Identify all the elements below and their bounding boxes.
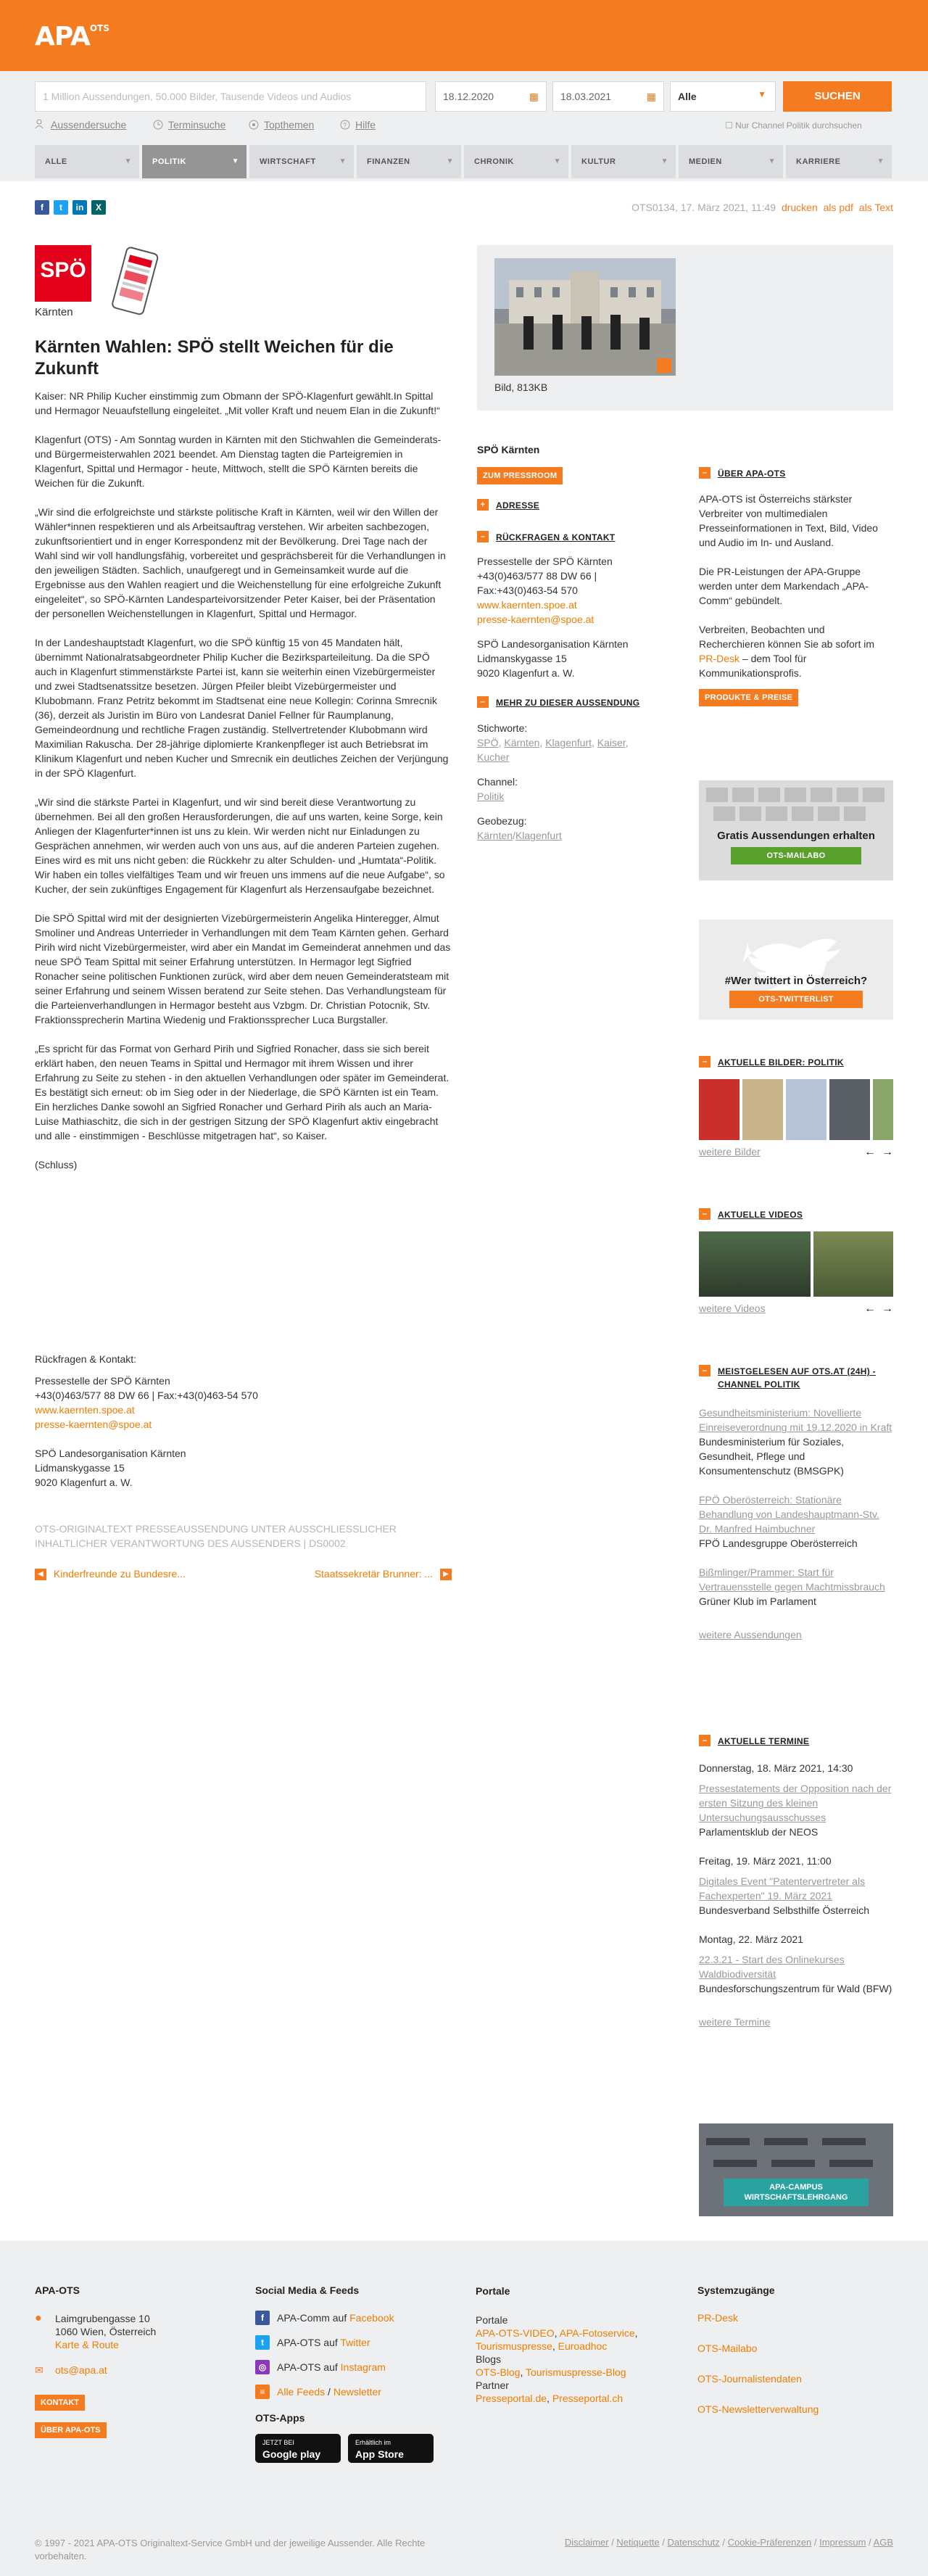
arrow-right-icon[interactable]: ▶ [440,1569,452,1580]
prev-article-link[interactable]: Kinderfreunde zu Bundesre... [53,1568,186,1580]
footer-heading: Social Media & Feeds [255,2284,360,2296]
issuer-search-link[interactable]: Aussendersuche [35,119,126,131]
spo-logo-subtitle: Kärnten [35,306,73,318]
current-videos [699,1210,893,1317]
blogs-label: Blogs [476,2353,502,2365]
issuer-info: SPÖ Kärnten ZUM PRESSROOM + ADRESSE – RÜCKFRAGEN & KONTAKT Pressestelle der SPÖ Kärnten +43(0)463/577 88 DW 66 | Fax:+43(0)463-54 570 www.kaernten.spoe.at presse-kaernten@spoe.at SPÖ Landesorganisation Kärnten Lidmanskygasse 15 9020 Klagenfurt a. W. – MEHR ZU DIESER AUSSENDUNG Stichworte: SPÖ, Kärnten, Klagenfurt, Kaiser, Kucher Channel: Politik Geobezug: Kärnten/Klagenfurt [477,444,666,843]
footer-col-social: Social Media & Feeds f APA-Comm auf Facebook t APA-OTS auf Twitter ◎ APA-OTS auf Instagram ≡ Alle Feeds / Newsletter OTS-Apps JETZT BEI Google play Erhältlich im App Store [255,2284,458,2463]
event-link[interactable]: 22.3.21 - Start des Onlinekurses Waldbiodiversität [699,1954,845,1980]
svg-text:?: ? [343,122,347,129]
press-image[interactable] [494,258,676,376]
issuer-name: SPÖ Kärnten [477,444,540,455]
minus-icon: – [699,1735,710,1746]
date-to-input[interactable]: 18.03.2021 ▦ [552,81,664,112]
article-body [35,432,452,1186]
video-thumb[interactable] [813,1231,893,1297]
article-paragraph: Die SPÖ Spittal wird mit der designierten Vizebürgermeisterin Angelika Hinteregger, Almut Smoliner und Andreas Unterrieder in Verhandlungen mit dem Team Kärnten gehen. Gerhard Pirih wird nicht Vizebürgermeister, wird aber ein Mandat im Gemeinderat annehmen und das neue SPÖ Team Spittal mit seiner Erfahrung unterstützen. In Hermagor legt Sigfried Ronacher seine politischen Funktionen zurück, wird aber dem neuen Gemeinderatsteam mit seiner Erfahrung und seinem Wissen beratend zur Seite stehen. Das Verhandlungsteam für die Parteienverhandlungen in Hermagor besteht aus Vzbgm. Dr. Christian Potocnik, Stv. Fraktionssprecherin Martina Wiedenig und Fraktionssprecher Luca Burgstaller. [35,912,451,1025]
search-bar [0,71,928,145]
xing-icon[interactable]: X [91,200,106,215]
geo-link[interactable]: Klagenfurt [515,830,562,841]
legal-link[interactable]: Cookie-Präferenzen [727,2537,812,2548]
twitter-icon: t [255,2335,270,2350]
about-text: APA-OTS ist Österreichs stärkster Verbreiter von multimedialen Presseinformationen in Text, Bild, Video und Audio im In- und Ausland. [699,493,878,548]
copyright: © 1997 - 2021 APA-OTS Originaltext-Service GmbH und der jeweilige Aussender. Alle Rechte vorbehalten. [35,2538,426,2561]
legal-links: Disclaimer / Netiquette / Datenschutz / Cookie-Präferenzen / Impressum / AGB [564,2537,893,2548]
arrow-left-icon[interactable]: ← [864,1146,876,1158]
footer-heading: Systemzugänge [697,2284,775,2296]
issuer-contact-line: Pressestelle der SPÖ Kärnten [477,556,613,567]
partner-link[interactable]: Presseportal.de [476,2393,547,2404]
news-image-thumb[interactable] [873,1079,893,1140]
minus-icon: – [699,1365,710,1376]
keyword-link[interactable]: Kaiser [597,737,626,748]
footer-heading: Portale [476,2285,510,2297]
keywords-list: SPÖ, Kärnten, Klagenfurt, Kaiser, Kucher [477,737,629,763]
minus-icon: – [699,467,710,479]
nav-item-medien[interactable]: MEDIEN ▼ [679,145,784,178]
channel-nav [0,145,928,181]
portal-link[interactable]: APA-Fotoservice [559,2327,635,2339]
contact-button[interactable]: KONTAKT [35,2395,85,2411]
campus-promo[interactable] [699,2123,893,2216]
portal-link[interactable]: Euroadhoc [558,2340,608,2352]
portal-link[interactable]: APA-OTS-VIDEO [476,2327,555,2339]
about-button[interactable]: ÜBER APA-OTS [35,2422,107,2438]
help-icon [339,119,351,131]
event-search-link[interactable]: Terminsuche [152,119,225,131]
footer-col-portals: Portale Portale APA-OTS-VIDEO, APA-Fotoservice, Tourismuspresse, Euroadhoc Blogs OTS-Blog, Tourismuspresse-Blog Partner Presseportal.de, Presseportal.ch [476,2284,671,2405]
keyword-link[interactable]: Kucher [477,751,510,763]
event-date: Montag, 22. März 2021 [699,1933,803,1945]
chevron-down-icon: ▼ [877,157,884,165]
footer-address-line: Laimgrubengasse 10 [55,2313,150,2324]
footer-heading: APA-OTS [35,2284,80,2296]
footer-heading: OTS-Apps [255,2412,305,2424]
nav-item-alle[interactable]: ALLE ▼ [35,145,141,178]
news-image-thumb[interactable] [742,1079,783,1140]
more-pictures-link[interactable]: weitere Bilder [699,1146,761,1157]
facebook-icon[interactable]: f [35,200,49,215]
press-photo-icon [494,258,676,376]
print-link[interactable]: drucken [781,202,818,213]
article-paragraph: (Schluss) [35,1159,78,1171]
nav-item-politik[interactable]: POLITIK ▼ [142,145,248,178]
event-item [699,1854,893,1917]
more-releases-link[interactable]: weitere Aussendungen [699,1629,802,1640]
chevron-down-icon: ▼ [768,157,776,165]
app-phone-image [103,245,165,318]
campus-button[interactable]: APA-CAMPUS WIRTSCHAFTSLEHRGANG [724,2179,869,2206]
twitter-list-button[interactable]: OTS-TWITTERLIST [729,991,862,1008]
contact-mail-link[interactable]: presse-kaernten@spoe.at [35,1419,152,1430]
google-play-badge[interactable]: JETZT BEI Google play [255,2434,341,2463]
minus-icon: – [477,531,489,542]
newsletter-link[interactable]: Newsletter [333,2386,381,2398]
blog-link[interactable]: Tourismuspresse-Blog [526,2366,626,2378]
current-pictures [699,1057,893,1160]
contact-line: Pressestelle der SPÖ Kärnten [35,1375,170,1387]
geo-link[interactable]: Kärnten [477,830,513,841]
chevron-down-icon: ▼ [124,157,132,165]
footer-address-line: 1060 Wien, Österreich [55,2326,157,2337]
issuer-contact-line: Fax:+43(0)463-54 570 [477,585,578,596]
site-header [0,0,928,71]
location-pin-icon: ● [35,2312,42,2324]
event-org: Parlamentsklub der NEOS [699,1826,819,1838]
system-link[interactable]: OTS-Newsletterverwaltung [697,2403,819,2415]
map-link[interactable]: Karte & Route [55,2339,119,2350]
address-toggle[interactable]: + ADRESSE [477,500,666,511]
portal-link[interactable]: Tourismuspresse [476,2340,552,2352]
minus-icon: – [699,1208,710,1220]
keyword-link[interactable]: Kärnten [504,737,540,748]
most-read-source: FPÖ Landesgruppe Oberösterreich [699,1537,858,1549]
nav-item-kultur[interactable]: KULTUR ▼ [571,145,677,178]
date-from-input[interactable]: 18.12.2020 ▦ [435,81,547,112]
target-icon [248,119,260,131]
news-image-thumb[interactable] [829,1079,870,1140]
most-read-source: Bundesministerium für Soziales, Gesundheit, Pflege und Konsumentenschutz (BMSGPK) [699,1436,844,1477]
site-footer [0,2241,928,2576]
about-toggle[interactable]: – ÜBER APA-OTS [699,468,893,479]
partner-link[interactable]: Presseportal.ch [552,2393,624,2404]
help-link[interactable]: ? Hilfe [339,119,376,131]
most-read-link[interactable]: Gesundheitsministerium: Novellierte Einreiseverordnung mit 19.12.2020 in Kraft [699,1407,892,1433]
app-store-badge[interactable]: Erhältlich im App Store [348,2434,434,2463]
image-box [477,245,893,410]
current-events [699,1736,893,2029]
plus-icon: + [477,499,489,511]
issuer-contact-line: +43(0)463/577 88 DW 66 | [477,570,597,582]
events-toggle[interactable]: – AKTUELLE TERMINE [699,1736,893,1746]
pr-desk-link[interactable]: PR-Desk [699,653,740,664]
search-input[interactable]: 1 Million Aussendungen, 50.000 Bilder, Tausende Videos und Audios [35,81,426,112]
contact-address-line: 9020 Klagenfurt a. W. [35,1477,133,1488]
search-submit-button[interactable]: SUCHEN [783,81,892,112]
most-read-source: Grüner Klub im Parlament [699,1595,816,1607]
videos-toggle[interactable]: – AKTUELLE VIDEOS [699,1210,893,1220]
next-article-link[interactable]: Staatssekretär Brunner: ... [314,1568,434,1580]
contact-line: +43(0)463/577 88 DW 66 | Fax:+43(0)463-54 570 [35,1390,258,1401]
geo-label: Geobezug: [477,815,527,827]
mailabo-title: Gratis Aussendungen erhalten [717,830,875,842]
most-read-toggle[interactable]: – MEISTGELESEN AUF OTS.AT (24H) - CHANNEL POLITIK [699,1365,893,1391]
event-date: Donnerstag, 18. März 2021, 14:30 [699,1762,853,1774]
footer-col-apa [35,2284,223,2438]
linkedin-icon[interactable]: in [72,200,87,215]
article-paragraph: „Es spricht für das Format von Gerhard Pirih und Sigfried Ronacher, dass sie sich bereit erklärt haben, den neuen Teams in Spittal und Hermagor mit ihrem Wissen und ihrer Erfahrung zu Seite zu stehen - in den aktuellen Verhandlungen oder später im Gemeinderat. Es bestätigt sich erneut: ob im Sieg oder in der Niederlage, die SPÖ Kärnten ist ein Team. Ein herzliches Danke sowohl an Sigfried Ronacher und Gerhard Pirih als auch an Maria-Luise Mathiaschitz, die sich in der gestrigen Sitzung der SPÖ Klagenfurt aktiv eingebracht und alle - einstimmigen - Beschlüsse mitgetragen hat“, so Kaiser. [35,1043,450,1142]
issuer-address-line: 9020 Klagenfurt a. W. [477,667,575,679]
about-text: Verbreiten, Beobachten und Recherchieren können Sie ab sofort im PR-Desk – dem Tool für Kommunikationsprofis. [699,624,875,679]
keywords-label: Stichworte: [477,722,528,734]
article-pager [35,1568,452,1580]
event-item [699,1761,893,1839]
keyword-link[interactable]: Klagenfurt [545,737,592,748]
chevron-down-icon: ▼ [553,157,561,165]
keyword-link[interactable]: SPÖ [477,737,499,748]
event-org: Bundesverband Selbsthilfe Österreich [699,1904,870,1916]
channel-label: Channel: [477,776,518,788]
event-item [699,1932,893,1996]
facebook-link[interactable]: Facebook [349,2312,394,2324]
more-toggle[interactable]: – MEHR ZU DIESER AUSSENDUNG [477,698,666,708]
pressroom-button[interactable]: ZUM PRESSROOM [477,467,563,484]
system-link[interactable]: OTS-Journalistendaten [697,2373,802,2385]
chevron-down-icon: ▼ [660,157,668,165]
event-org: Bundesforschungszentrum für Wald (BFW) [699,1983,892,1994]
spo-logo: SPÖ [35,245,91,302]
twitter-promo[interactable] [699,920,893,1020]
event-link[interactable]: Digitales Event "Patentervertreter als Fachexperten" 19. März 2021 [699,1875,866,1902]
text-link[interactable]: als Text [858,202,893,213]
channel-link[interactable]: Politik [477,790,505,802]
news-image-thumb[interactable] [699,1079,740,1140]
calendar-icon[interactable]: ▦ [646,91,656,102]
nav-item-karriere[interactable]: KARRIERE ▼ [786,145,893,178]
products-button[interactable]: PRODUKTE & PREISE [699,689,798,706]
minus-icon: – [477,696,489,708]
about-text: Die PR-Leistungen der APA-Gruppe werden unter dem Markendach „APA-Comm“ gebündelt. [699,566,869,606]
blog-link[interactable]: OTS-Blog [476,2366,521,2378]
nav-item-finanzen[interactable]: FINANZEN ▼ [357,145,463,178]
news-image-thumb[interactable] [786,1079,826,1140]
contact-address-line: Lidmanskygasse 15 [35,1462,125,1474]
top-topics-link[interactable]: Topthemen [248,119,314,131]
instagram-icon: ◎ [255,2360,270,2374]
calendar-icon[interactable]: ▦ [529,91,539,102]
system-link[interactable]: PR-Desk [697,2312,739,2324]
article-paragraph: „Wir sind die stärkste Partei in Klagenfurt, und wir sind bereit diese Verantwortung zu übernehmen. Bei all den großen Herausforderungen, die auf uns warten, keine Sorge, kein Anliegen der Klagenfurter*innen ist uns zu klein. Wir werden nicht nur Einladungen zu Gesprächen annehmen, wir werden auch von uns aus, auf die anderen Parteien zugehen. Eines wird es mit uns nicht geben: die Rückkehr zu alter Schulden- und „Humtata“-Politik. Wir haben ein tolles vielfältiges Team und wir freuen uns immens auf die neue Aufgabe“, so Kucher, der sein zukünftiges Engagement für Klagenfurt als Herzensaufgabe bezeichnet. [35,796,445,895]
chevron-down-icon: ▼ [231,157,239,165]
chevron-down-icon: ▼ [758,89,766,99]
category-select[interactable]: Alle ▼ [670,81,776,112]
portals-label: Portale [476,2314,508,2326]
legal-link[interactable]: Impressum [819,2537,866,2548]
minus-icon: – [699,1056,710,1068]
chevron-down-icon: ▼ [339,157,347,165]
image-caption: Bild, 813KB [494,381,548,393]
issuer-address-line: Lidmanskygasse 15 [477,653,567,664]
share-bar [35,200,110,215]
video-thumb[interactable] [699,1231,811,1297]
arrow-right-icon[interactable]: → [882,1303,893,1315]
ots-disclaimer: OTS-ORIGINALTEXT PRESSEAUSSENDUNG UNTER AUSSCHLIESSLICHER INHALTLICHER VERANTWORTUNG DES AUSSENDERS | DS0002 [35,1523,397,1549]
contact-heading: Rückfragen & Kontakt: [35,1353,137,1365]
issuer-web-link[interactable]: www.kaernten.spoe.at [477,599,577,611]
mailabo-button[interactable]: OTS-MAILABO [731,847,862,864]
article-title: Kärnten Wahlen: SPÖ stellt Weichen für die Zukunft [35,337,394,379]
ots-meta [631,202,893,213]
arrow-left-icon[interactable]: ← [864,1303,876,1315]
issuer-mail-link[interactable]: presse-kaernten@spoe.at [477,614,594,625]
clock-icon [152,119,164,131]
rss-icon: ≡ [255,2385,270,2399]
partner-label: Partner [476,2379,509,2391]
ots-id: OTS0134, 17. März 2021, 11:49 [631,202,776,213]
event-date: Freitag, 19. März 2021, 11:00 [699,1855,832,1867]
twitter-link[interactable]: Twitter [340,2337,370,2348]
contact-web-link[interactable]: www.kaernten.spoe.at [35,1404,135,1416]
more-events-link[interactable]: weitere Termine [699,2016,771,2028]
article-paragraph: „Wir sind die erfolgreichste und stärkste politische Kraft in Kärnten, weil wir den Willen der Wähler*innen respektieren und als Arbeitsauftrag verstehen. Wir arbeiten sachbezogen, zukunftsorientiert und in enger Korrespondenz mit der Bevölkerung. Drei Tage nach der Wahl sind wir voll handlungsfähig, vorbereitet und gesprächsbereit für die Verhandlungen in den jeweiligen Städten. Sachlich, unaufgeregt und in Gemeinsamkeit wurde auf die Ergebnisse aus den Wahlen reagiert und die Weichenstellung für eine erfolgreiche Zukunft eingeleitet“, so SPÖ-Kärnten Landesparteivorsitzender Peter Kaiser, bei der Präsentation der personellen Weichenstellungen in Klagenfurt, Spittal und Hermagor. [35,506,446,619]
most-read-item [699,1405,893,1478]
legal-link[interactable]: Netiquette [616,2537,660,2548]
legal-link[interactable]: Disclaimer [564,2537,609,2548]
nav-item-chronik[interactable]: CHRONIK ▼ [464,145,570,178]
article-paragraph: Klagenfurt (OTS) - Am Sonntag wurden in Kärnten mit den Stichwahlen die Gemeinderats- und Bürgermeisterwahlen 2021 beendet. Am Dienstag tagten die Parteigremien in Klagenfurt, Spittal und Hermagor - heute, Mittwoch, stellt die SPÖ Kärnten bereits die Weichen für die Zukunft. [35,434,442,489]
contact-address-line: SPÖ Landesorganisation Kärnten [35,1448,186,1459]
event-link[interactable]: Pressestatements der Opposition nach der ersten Sitzung des kleinen Untersuchungsausschusses [699,1783,892,1823]
arrow-left-icon[interactable]: ◀ [35,1569,46,1580]
arrow-right-icon[interactable]: → [882,1146,893,1158]
nav-item-wirtschaft[interactable]: WIRTSCHAFT ▼ [249,145,355,178]
feeds-link[interactable]: Alle Feeds [277,2386,326,2398]
more-videos-link[interactable]: weitere Videos [699,1303,766,1314]
article-paragraph: In der Landeshauptstadt Klagenfurt, wo die SPÖ künftig 15 von 45 Mandaten hält, übernimmt Nationalratsabgeordneter Philip Kucher die Bezirksparteileitung. Da die SPÖ auch in Klagenfurt stimmenstärkste Partei ist, kann sie weiterhin einen Vizebürgermeister und zwei Stadtsenatssitze besetzen. Jürgen Pfeiler bleibt Vizebürgermeister und Klubobmann. Franz Petritz bekommt im Stadtsenat eine neue Kollegin: Corinna Smrecnik (36), derzeit als Juristin im Büro von Landesrat Daniel Fellner für Raumplanung, Gemeindeordnung und rechtliche Fragen zuständig. Stellvertretender Klubobmann wird Maximilian Rakuscha. Der 28-jährige diplomierte Krankenpfleger ist auch Betriebsrat im Klinikum Klagenfurt und neben Kucher und Smrecnik ein deutliches Zeichen der Verjüngung in der SPÖ Klagenfurt. [35,637,449,779]
instagram-link[interactable]: Instagram [340,2361,386,2373]
contact-toggle[interactable]: – RÜCKFRAGEN & KONTAKT [477,532,666,542]
legal-link[interactable]: Datenschutz [667,2537,720,2548]
article-lead: Kaiser: NR Philip Kucher einstimmig zum Obmann der SPÖ-Klagenfurt gewählt.In Spittal und Hermagor Neuaufstellung eingeleitet. „Mit voller Kraft und neuem Elan in die Zukunft!“ [35,390,440,416]
most-read-item [699,1565,893,1609]
mailabo-promo[interactable] [699,780,893,880]
most-read-link[interactable]: FPÖ Oberösterreich: Stationäre Behandlung von Landeshauptmann-Stv. Dr. Manfred Haimbuchner [699,1494,879,1535]
facebook-icon: f [255,2311,270,2325]
pictures-toggle[interactable]: – AKTUELLE BILDER: POLITIK [699,1057,893,1068]
issuer-address-line: SPÖ Landesorganisation Kärnten [477,638,629,650]
system-link[interactable]: OTS-Mailabo [697,2342,758,2354]
article-contact [35,1352,452,1490]
legal-link[interactable]: AGB [873,2537,893,2548]
footer-mail-link[interactable]: ots@apa.at [55,2364,107,2376]
most-read-item [699,1493,893,1551]
most-read [699,1365,893,1642]
pdf-link[interactable]: als pdf [823,202,853,213]
channel-only-checkbox[interactable]: ☐ Nur Channel Politik durchsuchen [725,120,862,131]
chevron-down-icon: ▼ [446,157,454,165]
twitter-promo-title: #Wer twittert in Österreich? [724,975,868,987]
twitter-icon[interactable]: t [54,200,68,215]
most-read-link[interactable]: Bißmlinger/Prammer: Start für Vertrauensstelle gegen Machtmissbrauch [699,1566,885,1593]
mail-icon: ✉ [35,2364,44,2376]
apa-ots-logo[interactable]: $APA^{OTS}$ [35,22,109,51]
footer-col-system [697,2284,893,2415]
people-icon [35,119,46,129]
